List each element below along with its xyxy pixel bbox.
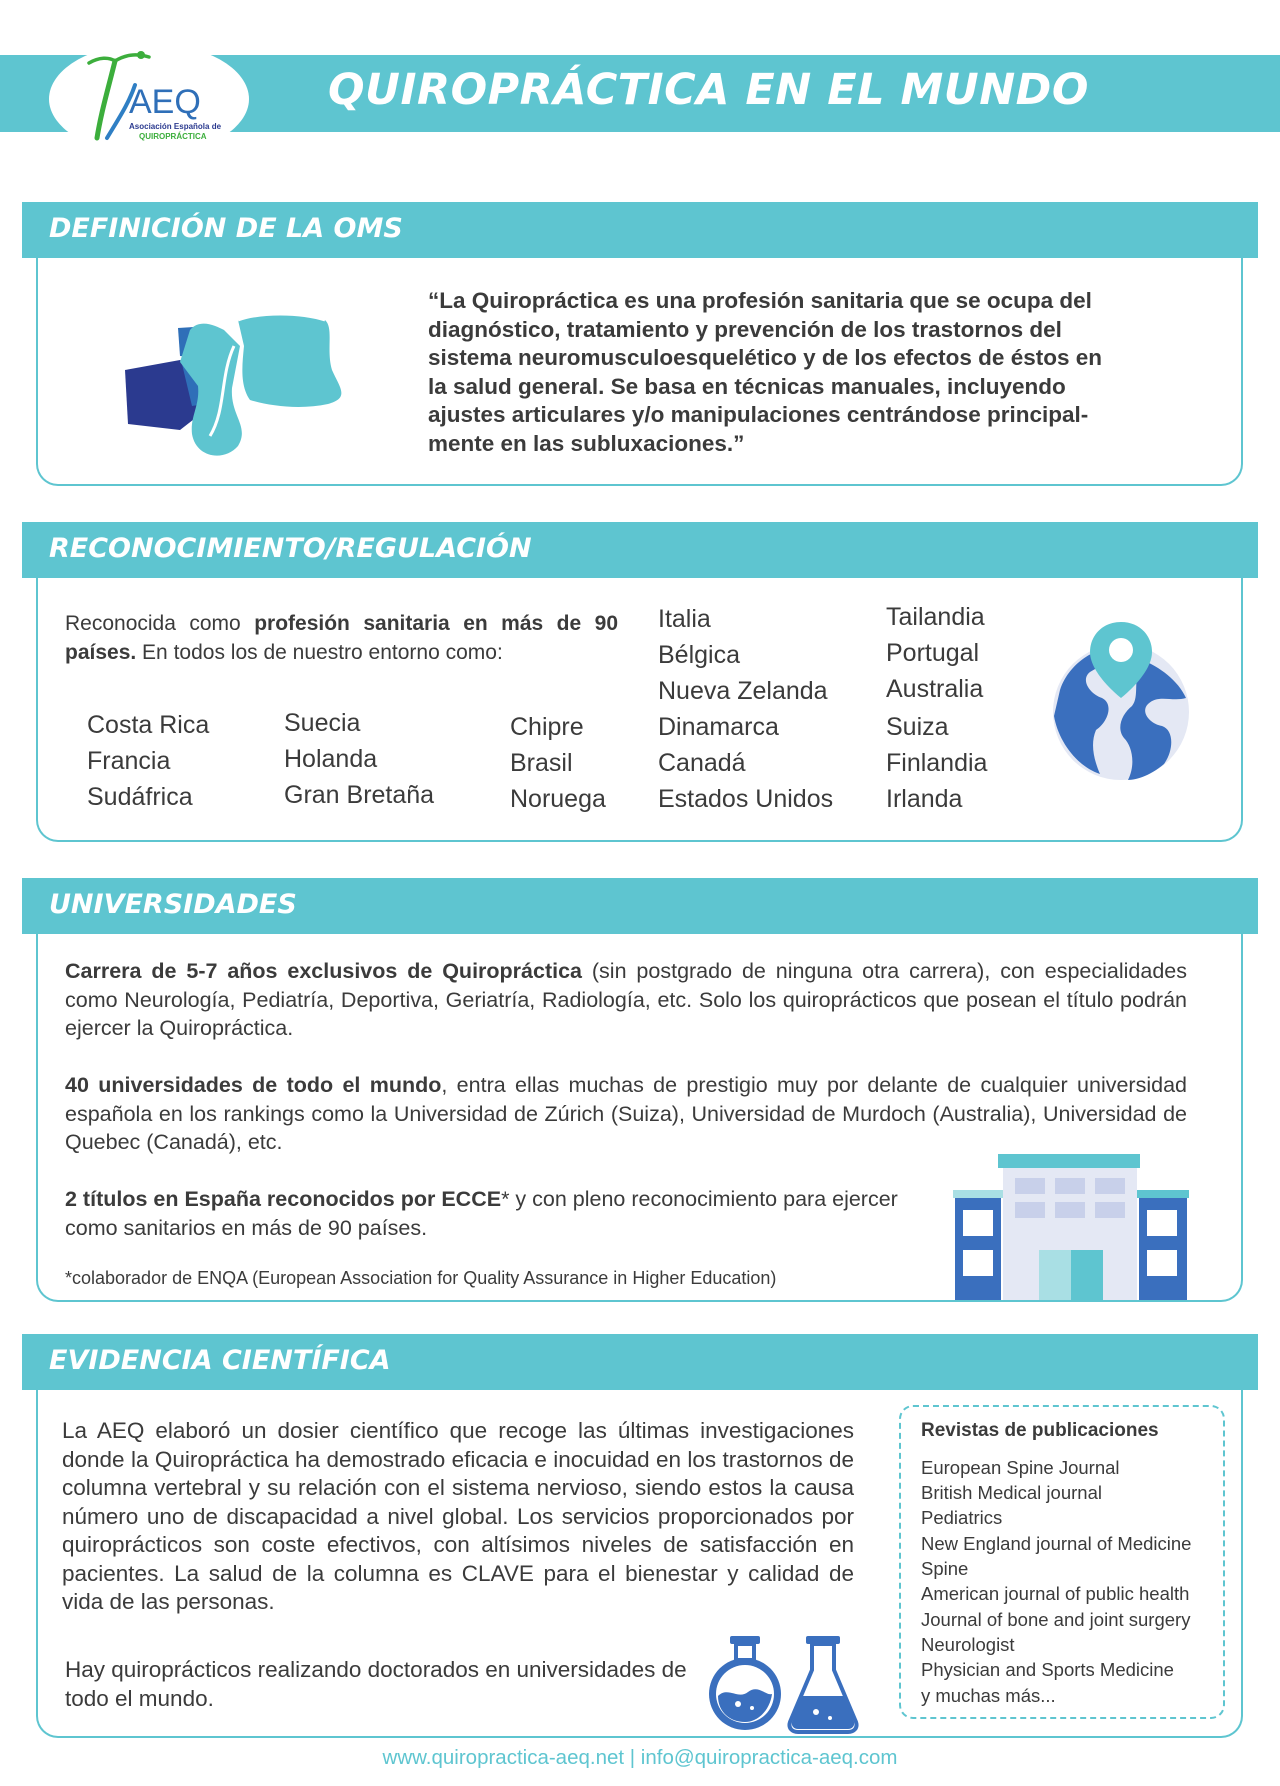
evidence-paragraph: La AEQ elaboró un dosier científico que recoge las últimas investigaciones donde la Quiropráctica ha demostrado eficacia e inocuidad en los trastornos de columna vertebral y su relación con el sistema nervioso, siendo estos la causa número uno de discapacidad a nivel global. Los servicios proporcionados por quiroprácticos son coste efectivos, con altísimos niveles de satisfacción en pacientes. La salud de la columna es CLAVE para el bienestar y calidad de vida de las personas.: [62, 1418, 854, 1614]
country-item: Francia: [87, 747, 171, 775]
country-item: Chipre: [510, 713, 584, 741]
section-header-oms: [22, 202, 1258, 258]
universities-paragraph-1: [65, 957, 1187, 1043]
country-item: Gran Bretaña: [284, 781, 435, 809]
country-item: Sudáfrica: [87, 783, 193, 811]
journal-item: New England journal of Medicine: [921, 1533, 1192, 1554]
country-item: Nueva Zelanda: [658, 677, 828, 705]
phd-note: Hay quiroprácticos realizando doctorados en universidades de todo el mundo.: [65, 1657, 687, 1711]
country-item: Dinamarca: [658, 713, 779, 741]
journal-item: Journal of bone and joint surgery: [921, 1609, 1191, 1630]
country-item: Canadá: [658, 749, 746, 777]
quote-line: “La Quiropráctica es una profesión sanitaria que se ocupa del: [428, 288, 1092, 313]
journal-item: European Spine Journal: [921, 1457, 1120, 1478]
country-item: Portugal: [886, 639, 980, 667]
p1-rest: (sin postgrado de ninguna otra carrera), con especialidades como Neurología, Pediatría, Deportiva, Geriatría, Radiología, etc. Solo los quiroprácticos que posean el título podrán ejercer la Quiropráctica.: [65, 959, 1187, 1040]
intro-bold: profesión sanitaria en más de 90 países.: [65, 612, 618, 664]
country-item: Suiza: [886, 713, 949, 741]
footer-contact[interactable]: www.quiropractica-aeq.net | info@quiropractica-aeq.com: [382, 1746, 898, 1769]
country-item: Bélgica: [658, 641, 740, 669]
recognition-intro: [65, 610, 618, 667]
journals-box: [899, 1405, 1225, 1719]
p1-bold: Carrera de 5-7 años exclusivos de Quiropráctica: [65, 959, 583, 983]
logo-line2: QUIROPRÁCTICA: [139, 132, 207, 141]
p3-bold: 2 títulos en España reconocidos por ECCE: [65, 1187, 502, 1211]
country-item: Holanda: [284, 745, 378, 773]
journal-item: Neurologist: [921, 1634, 1015, 1655]
university-building-icon: [953, 1154, 1189, 1300]
quote-line: ajustes articulares y/o manipulaciones centrándose principal-: [428, 402, 1089, 427]
journal-item: Pediatrics: [921, 1507, 1003, 1528]
country-item: Irlanda: [886, 785, 963, 813]
globe-location-icon: [1050, 620, 1192, 782]
section-title-evidence: EVIDENCIA CIENTÍFICA: [49, 1345, 391, 1376]
journal-item: American journal of public health: [921, 1583, 1190, 1604]
country-item: Costa Rica: [87, 711, 210, 739]
universities-paragraph-2: [65, 1071, 1187, 1157]
section-title-recognition: RECONOCIMIENTO/REGULACIÓN: [49, 533, 532, 564]
universities-paragraph-3: [65, 1185, 925, 1242]
logo-badge: [49, 43, 249, 155]
p2-bold: 40 universidades de todo el mundo: [65, 1073, 442, 1097]
journal-item: Spine: [921, 1558, 969, 1579]
page-title: QUIROPRÁCTICA EN EL MUNDO: [328, 65, 1089, 115]
spine-vertebra-icon: [120, 306, 350, 458]
quote-line: sistema neuromusculoesquelético y de los efectos de éstos en: [428, 345, 1102, 370]
intro-prefix: Reconocida como: [65, 612, 255, 635]
journal-item: Physician and Sports Medicine: [921, 1659, 1174, 1680]
p2-rest: , entra ellas muchas de prestigio muy por delante de cualquier universidad española en los rankings como la Universidad de Zúrich (Suiza), Universidad de Murdoch (Australia), Universidad de Quebec (Canadá), etc.: [65, 1073, 1187, 1154]
country-item: Suecia: [284, 709, 361, 737]
section-header-universities: [22, 878, 1258, 934]
intro-suffix: En todos los de nuestro entorno como:: [136, 640, 503, 664]
quote-line: mente en las subluxaciones.”: [428, 430, 745, 456]
country-item: Tailandia: [886, 603, 985, 631]
quote-line: diagnóstico, tratamiento y prevención de los trastornos del: [428, 316, 1062, 342]
country-item: Australia: [886, 675, 984, 703]
ecce-footnote: *colaborador de ENQA (European Association for Quality Assurance in Higher Education): [65, 1268, 777, 1288]
journal-item: British Medical journal: [921, 1482, 1102, 1503]
lab-flasks-icon: [708, 1634, 868, 1734]
logo-line1: Asociación Española de: [129, 122, 222, 131]
country-item: Noruega: [510, 785, 606, 813]
p3-rest: * y con pleno reconocimiento para ejercer como sanitarios en más de 90 países.: [65, 1187, 898, 1240]
country-item: Estados Unidos: [658, 785, 834, 813]
journal-item: y muchas más...: [921, 1685, 1056, 1706]
section-title-oms: DEFINICIÓN DE LA OMS: [49, 213, 403, 244]
country-item: Finlandia: [886, 749, 988, 777]
section-header-evidence: [22, 1334, 1258, 1390]
section-title-universities: UNIVERSIDADES: [49, 889, 297, 920]
section-header-recognition: [22, 522, 1258, 578]
who-definition-quote: [428, 287, 1128, 458]
quote-line: la salud general. Se basa en técnicas manuales, incluyendo: [428, 373, 1066, 399]
journals-title: Revistas de publicaciones: [921, 1420, 1159, 1441]
logo-acronym: AEQ: [129, 83, 201, 121]
country-item: Italia: [658, 605, 711, 633]
country-item: Brasil: [510, 749, 573, 777]
